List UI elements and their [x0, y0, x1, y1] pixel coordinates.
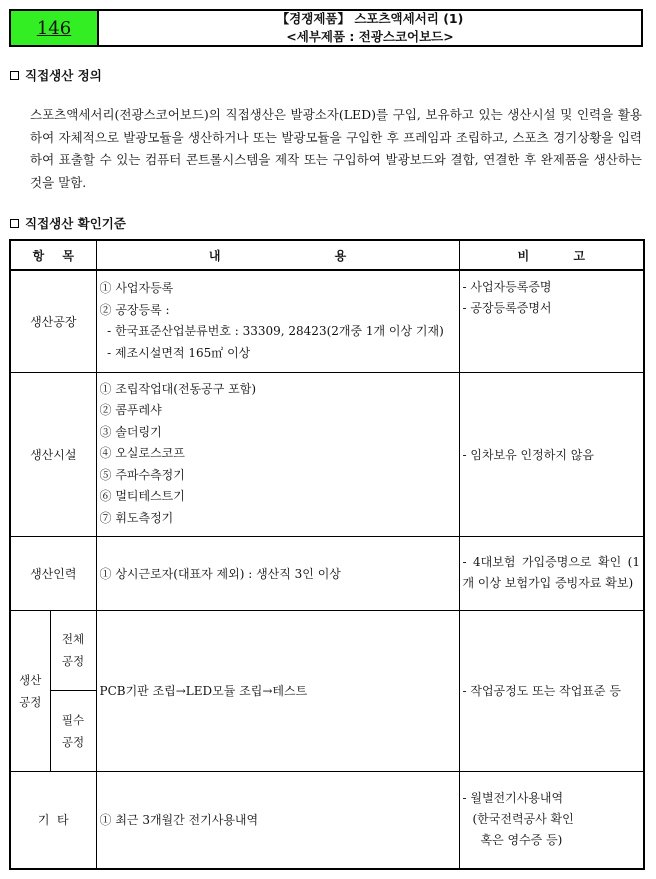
note-line: - 월별전기사용내역 — [462, 791, 564, 806]
title-box — [99, 11, 641, 45]
note-line: 혹은 영수증 등) — [480, 833, 563, 848]
facility-note: - 임차보유 인정하지 않음 — [459, 372, 644, 536]
content-line: ② 공장등록 : — [99, 302, 170, 317]
section-criteria-title: 직접생산 확인기준 — [25, 216, 126, 231]
workforce-content: ① 상시근로자(대표자 제외) : 생산직 3인 이상 — [96, 536, 459, 610]
section-definition-heading — [10, 66, 102, 84]
content-line: ① 사업자등록 — [99, 281, 174, 296]
section-definition-title: 직접생산 정의 — [25, 68, 102, 83]
content-line: ⑤ 주파수측정기 — [99, 467, 185, 482]
row-label-workforce: 생산인력 — [10, 536, 96, 610]
note-line: - 사업자등록증명 — [462, 280, 552, 294]
checkbox-icon — [10, 219, 19, 228]
facility-content — [96, 372, 459, 536]
factory-notes — [459, 270, 644, 372]
content-line: ⑥ 멀티테스트기 — [99, 489, 185, 504]
definition-paragraph: 스포츠액세서리(전광스코어보드)의 직접생산은 발광소자(LED)를 구입, 보유하고 있는 생산시설 및 인력을 활용하여 자체적으로 발광모듈을 생산하거나 또는 발광모듈을 구입한 후 프레임과 조립하고, 스포츠 경기상황을 입력하여 표출할 수 있는 컴퓨터 콘트롤시스템을 제작 또는 구입하여 발광보드와 결합, 연결한 후 완제품을 생산하는 것을 말함. — [30, 107, 642, 190]
document-number: 146 — [11, 11, 99, 45]
document-subtitle: <세부제품 : 전광스코어보드> — [286, 29, 454, 44]
table-row — [10, 270, 644, 372]
content-line: ⑦ 휘도측정기 — [99, 510, 174, 525]
note-line: (한국전력공사 확인 — [472, 812, 574, 827]
note-line: - 공장등록증명서 — [462, 301, 552, 315]
content-line: - 한국표준산업분류번호 : 33309, 28423(2개중 1개 이상 기재) — [99, 324, 444, 339]
content-line: - 제조시설면적 165㎡ 이상 — [99, 345, 251, 360]
content-line: ② 콤푸레샤 — [99, 403, 162, 418]
header-note-label: 비 고 — [517, 248, 585, 263]
row-label-facility: 생산시설 — [10, 372, 96, 536]
sublabel-line: 공정 — [61, 654, 85, 668]
document-header — [9, 9, 643, 47]
criteria-table — [9, 239, 645, 870]
other-notes — [459, 771, 644, 869]
table-row — [10, 610, 644, 690]
header-content — [96, 240, 459, 270]
row-label-factory: 생산공장 — [10, 270, 96, 372]
table-row — [10, 536, 644, 610]
row-label-other: 기 타 — [10, 771, 96, 869]
row-label-process — [10, 610, 50, 771]
header-note — [459, 240, 644, 270]
sublabel-line: 전체 — [61, 632, 85, 646]
header-content-label: 내 용 — [208, 248, 347, 263]
factory-content — [96, 270, 459, 372]
content-line: ① 조립작업대(전동공구 포함) — [99, 381, 257, 396]
process-note: - 작업공정도 또는 작업표준 등 — [459, 610, 644, 771]
table-header-row — [10, 240, 644, 270]
workforce-note: - 4대보험 가입증명으로 확인 (1개 이상 보험가입 증빙자료 확보) — [459, 536, 644, 610]
process-label-line: 생산 — [19, 672, 42, 687]
document-title: 【경쟁제품】 스포츠액세서리 (1) — [276, 11, 464, 26]
sublabel-line: 공정 — [61, 734, 85, 749]
section-criteria-heading — [10, 214, 126, 232]
process-label-line: 공정 — [19, 694, 42, 709]
content-line: ④ 오실로스코프 — [99, 446, 185, 461]
sublabel-all-process — [50, 610, 96, 690]
checkbox-icon — [10, 71, 19, 80]
content-line: ③ 솔더링기 — [99, 424, 162, 439]
header-item: 항 목 — [10, 240, 96, 270]
other-content: ① 최근 3개월간 전기사용내역 — [96, 771, 459, 869]
process-content: PCB기판 조립→LED모듈 조립→테스트 — [96, 610, 459, 771]
sublabel-line: 필수 — [61, 712, 85, 727]
table-row — [10, 771, 644, 869]
table-row — [10, 372, 644, 536]
sublabel-required-process — [50, 690, 96, 771]
